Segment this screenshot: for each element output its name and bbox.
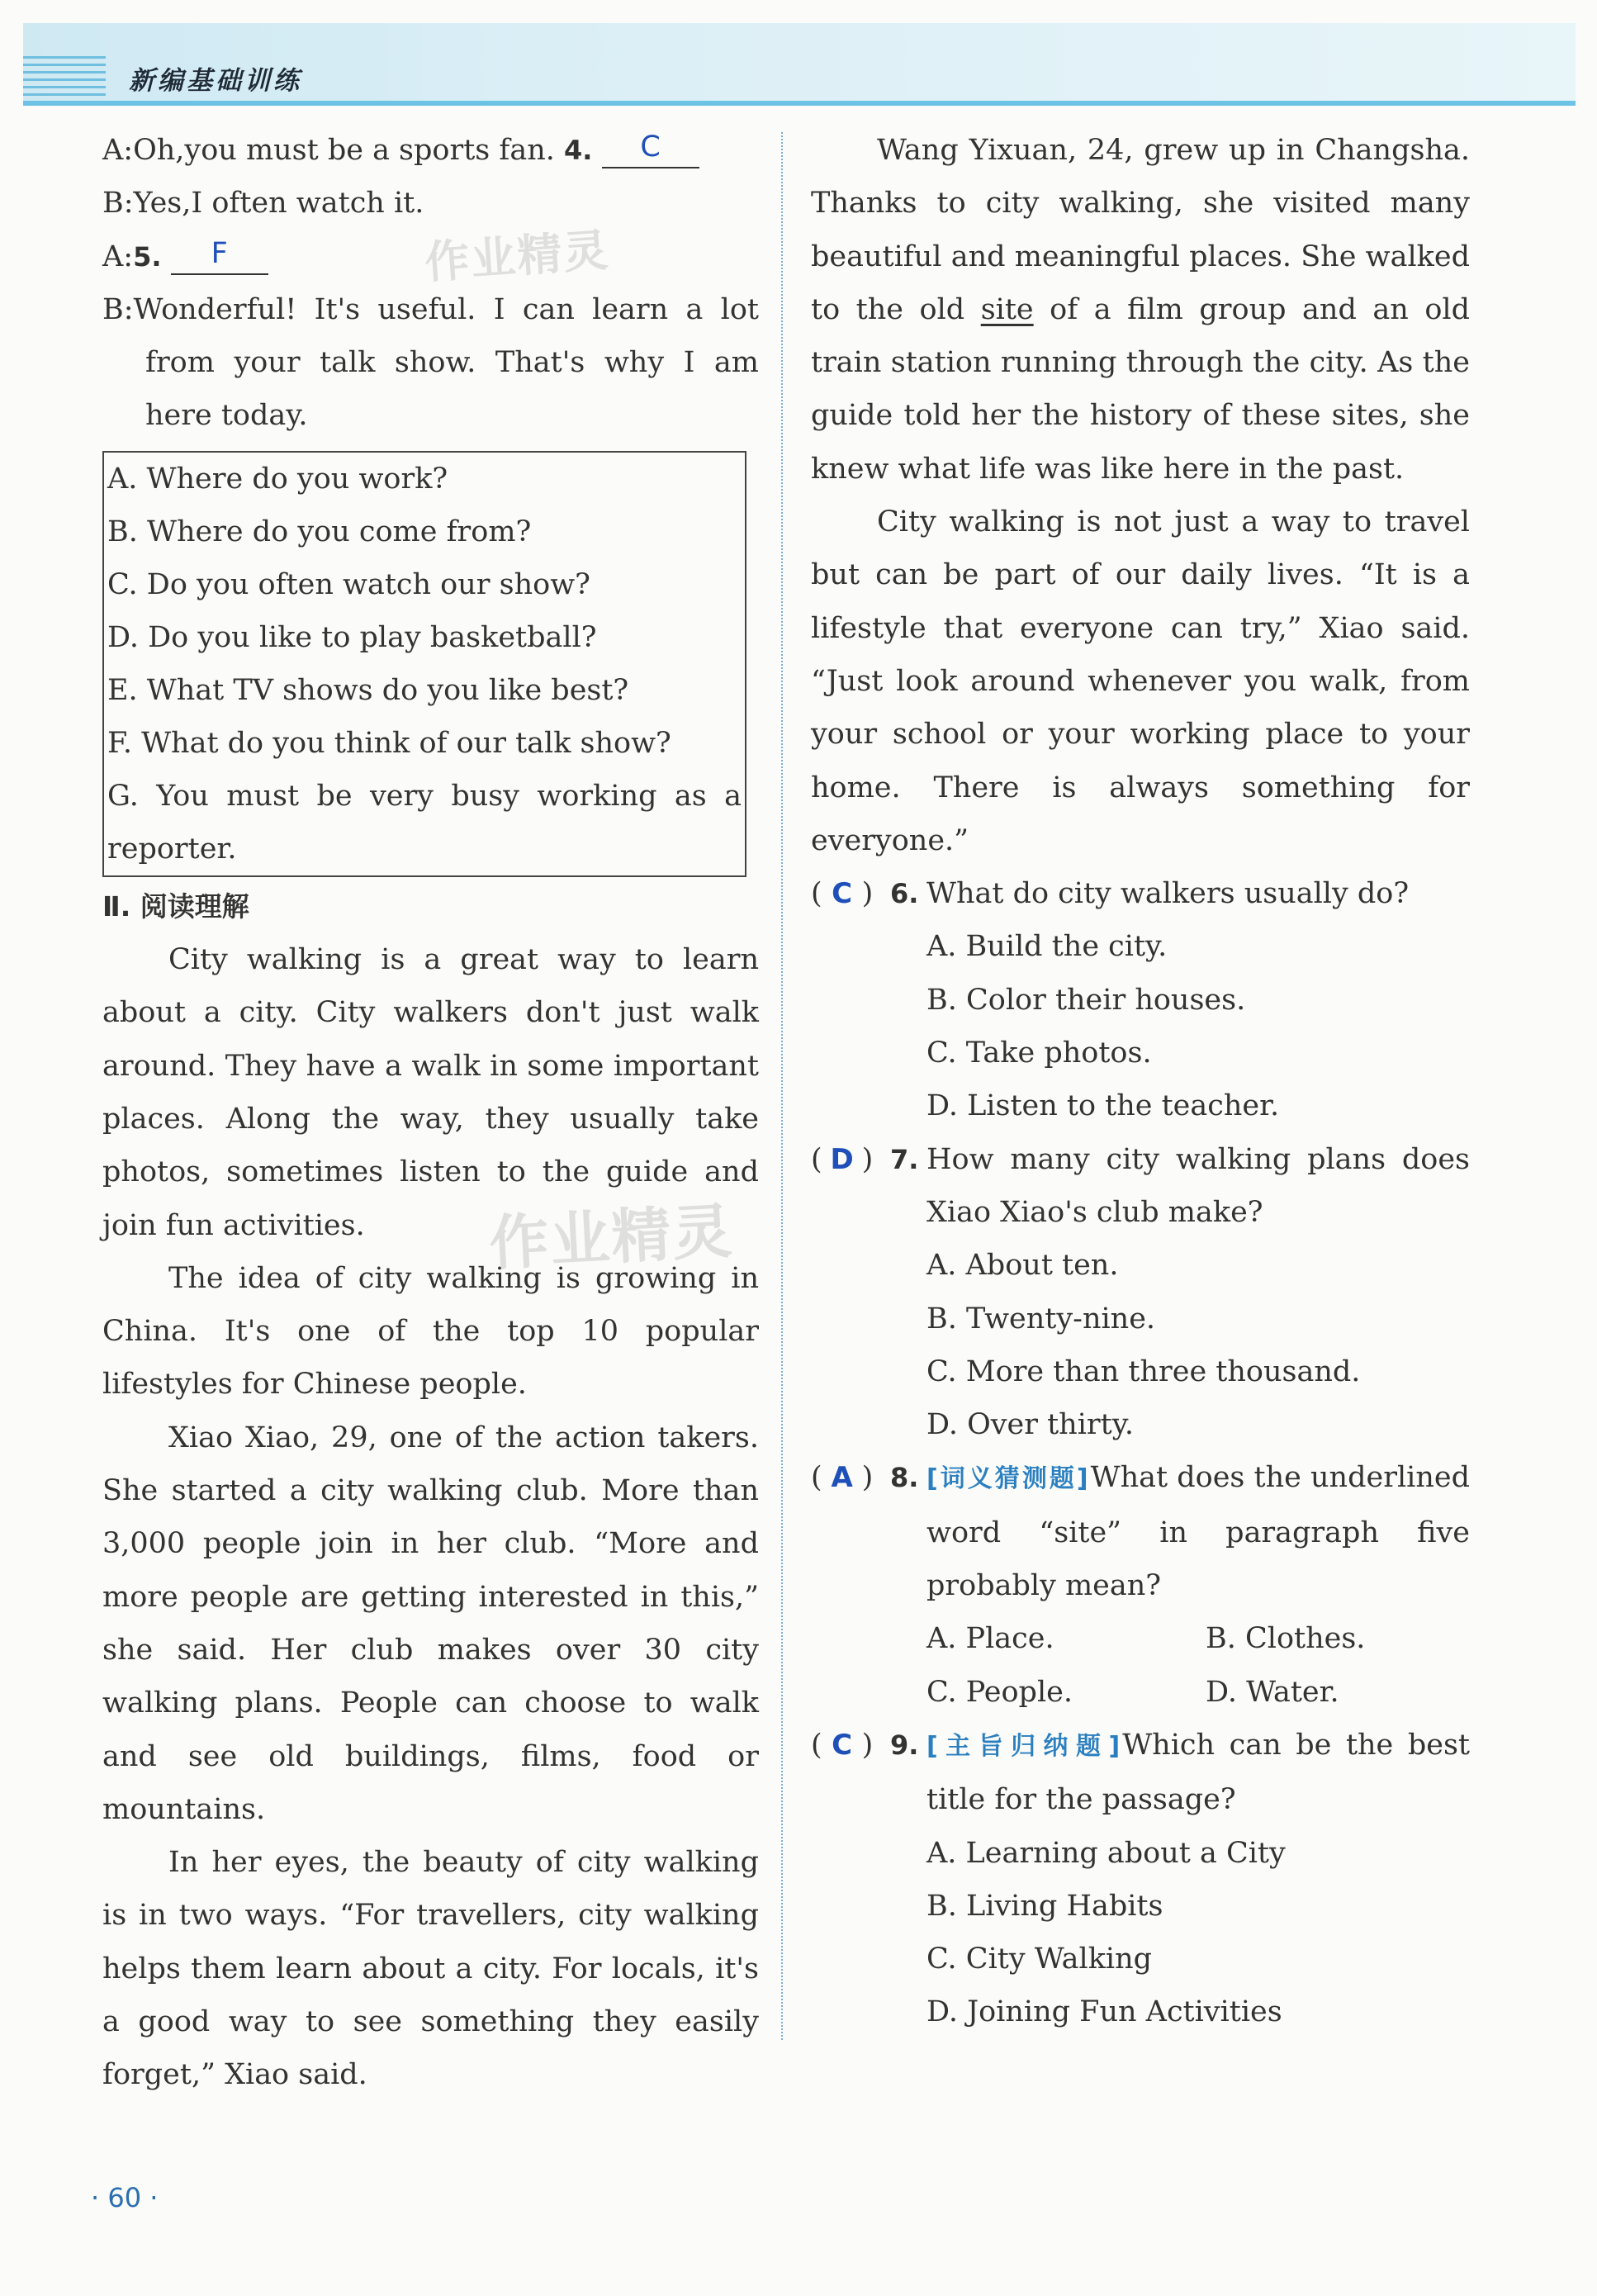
answer-option: A. Learning about a City	[926, 1836, 1286, 1870]
passage-paragraph: Xiao Xiao, 29, one of the action takers. She started a city walking club. More than 3,000 people join in her club. “More and more people are getting interested in this,” she said. Her club makes over 30 city walking plans. People can choose to walk and see old buildings, films, food or mountains.	[102, 1421, 759, 1826]
header-title: 新编基础训练	[129, 66, 302, 96]
question-9: ( C ) 9. [主旨归纳题]Which can be the best title for the passage?	[811, 1719, 1470, 1827]
dialogue-line: A:Oh,you must be a sports fan. 4. C	[102, 124, 759, 177]
option-item: G. You must be very busy working as a reporter.	[107, 779, 742, 866]
passage-paragraph: City walking is not just a way to travel but can be part of our daily lives. “It is a lifestyle that everyone can try,” Xiao said. “Just look around whenever you walk, from your school or your working place to your home. There is always something for everyone.”	[811, 505, 1470, 857]
question-number: 9.	[890, 1729, 919, 1761]
header-rule	[23, 101, 1576, 106]
answer-option: D. Listen to the teacher.	[926, 1089, 1280, 1123]
passage-paragraph: City walking is a great way to learn about a city. City walkers don't just walk around. They have a walk in some important places. Along the way, they usually take photos, sometimes listen to the guide and join fun activities.	[102, 943, 759, 1242]
question-text: What do city walkers usually do?	[926, 877, 1410, 911]
option-item: C. Do you often watch our show?	[107, 567, 590, 601]
section-heading: Ⅱ. 阅读理解	[102, 889, 249, 923]
answer-blank[interactable]: C	[602, 127, 699, 168]
options-box	[102, 451, 746, 877]
dialogue-line: B:Wonderful! It's useful. I can learn a lot from your talk show. That's why I am here today.	[102, 292, 759, 433]
answer-blank[interactable]: F	[171, 234, 268, 275]
answer-option: B. Clothes.	[1206, 1622, 1366, 1656]
blank-number: 5.	[133, 240, 162, 273]
question-type-tag: [词义猜测题]	[926, 1464, 1091, 1494]
answer-option: B. Twenty-nine.	[926, 1302, 1156, 1335]
header-stripes-decoration	[23, 56, 106, 96]
answer-option: C. People.	[926, 1675, 1073, 1709]
answer-mark[interactable]: C	[832, 877, 853, 911]
passage-paragraph: The idea of city walking is growing in China. It's one of the top 10 popular lifestyles for Chinese people.	[102, 1261, 759, 1402]
answer-mark[interactable]: A	[831, 1461, 853, 1495]
left-column	[102, 124, 759, 2102]
answer-option: B. Color their houses.	[926, 983, 1246, 1017]
question-number: 6.	[890, 878, 919, 910]
dialogue-line: A:5. F	[102, 230, 759, 283]
blank-number: 4.	[564, 135, 593, 166]
option-item: E. What TV shows do you like best?	[107, 673, 629, 707]
dialogue-line: B:Yes,I often watch it.	[102, 187, 424, 221]
option-item: B. Where do you come from?	[107, 515, 532, 548]
question-text: Which can be the best title for the passage?	[926, 1728, 1470, 1817]
answer-mark[interactable]: D	[830, 1142, 854, 1176]
right-column	[811, 124, 1470, 2039]
underlined-word: site	[980, 292, 1034, 326]
answer-mark[interactable]: C	[832, 1728, 853, 1762]
answer-option: A. About ten.	[926, 1249, 1119, 1283]
question-8: ( A ) 8. [词义猜测题]What does the underlined word “site” in paragraph five probably mean?	[811, 1451, 1470, 1612]
question-text: How many city walking plans does Xiao Xiao's club make?	[926, 1142, 1470, 1229]
answer-option: C. City Walking	[926, 1943, 1153, 1976]
passage-paragraph: In her eyes, the beauty of city walking is in two ways. “For travellers, city walking helps them learn about a city. For locals, it's a good way to see something they easily forget,” Xiao said.	[102, 1846, 759, 2092]
answer-option: A. Build the city.	[926, 930, 1168, 964]
question-6: ( C ) 6. What do city walkers usually do?	[811, 867, 1470, 920]
answer-option-row	[811, 1666, 1470, 1719]
answer-option: C. Take photos.	[926, 1037, 1152, 1070]
answer-option: D. Water.	[1206, 1675, 1339, 1709]
question-text: What does the underlined word “site” in paragraph five probably mean?	[926, 1461, 1470, 1603]
answer-option: C. More than three thousand.	[926, 1354, 1361, 1388]
answer-option: D. Joining Fun Activities	[926, 1995, 1282, 2029]
option-item: F. What do you think of our talk show?	[107, 726, 671, 760]
question-number: 8.	[890, 1462, 919, 1494]
watermark: 作业精灵	[487, 1196, 736, 1278]
option-item: D. Do you like to play basketball?	[107, 620, 597, 654]
column-divider	[781, 132, 783, 2040]
question-type-tag: [主旨归纳题]	[926, 1731, 1123, 1761]
answer-option: D. Over thirty.	[926, 1408, 1134, 1442]
watermark: 作业精灵	[423, 224, 612, 289]
page-number: · 60 ·	[91, 2182, 159, 2213]
question-7: ( D ) 7. How many city walking plans does Xiao Xiao's club make?	[811, 1133, 1470, 1240]
question-number: 7.	[890, 1143, 919, 1175]
page-header	[23, 23, 1576, 101]
passage-paragraph: Wang Yixuan, 24, grew up in Changsha. Thanks to city walking, she visited many beautiful and meaningful places. She walked to the old site of a film group and an old train station running through the city. As the guide told her the history of these sites, she knew what life was like here in the past.	[811, 134, 1470, 486]
answer-option: B. Living Habits	[926, 1889, 1163, 1923]
option-item: A. Where do you work?	[107, 462, 448, 496]
answer-option-row	[811, 1612, 1470, 1665]
answer-option: A. Place.	[926, 1622, 1054, 1656]
